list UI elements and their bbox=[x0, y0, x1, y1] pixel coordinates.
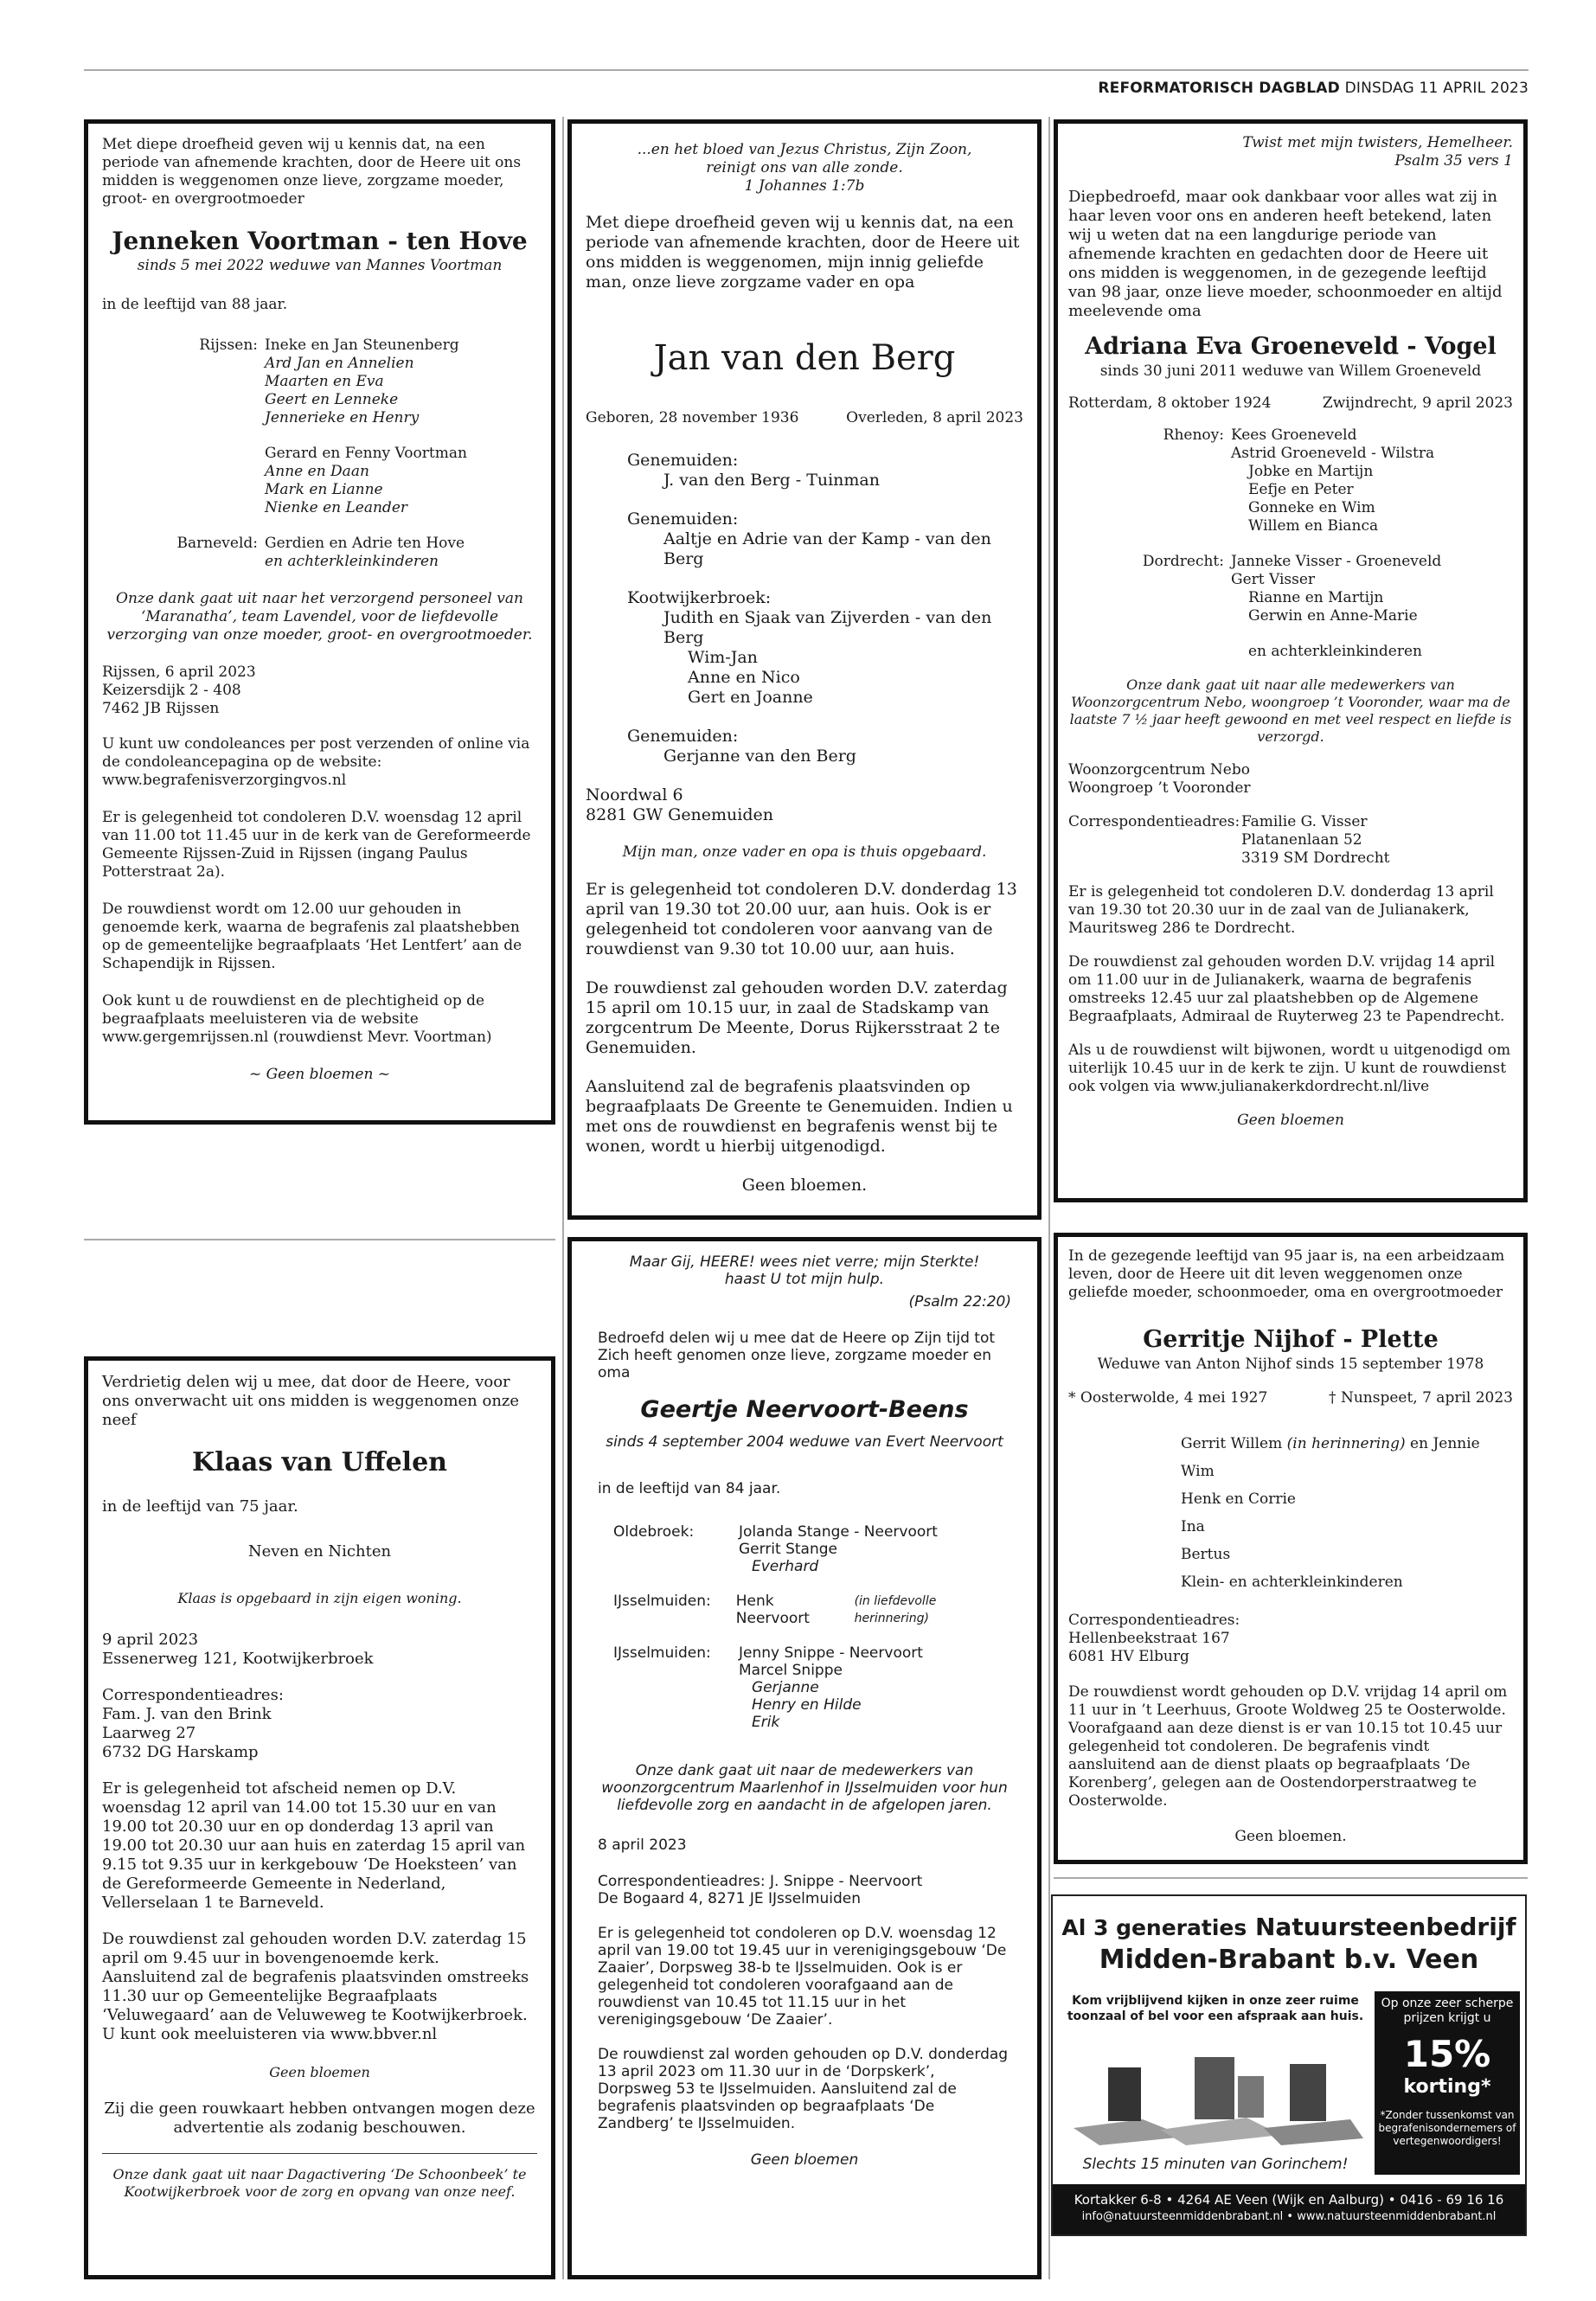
family-place: IJsselmuiden: bbox=[613, 1644, 711, 1662]
laid-out-line: Mijn man, onze vader en opa is thuis opgebaard. bbox=[622, 843, 987, 861]
column-divider bbox=[562, 117, 564, 2279]
thanks-text: Onze dank gaat uit naar het verzorgend personeel van ‘Maranatha’, team Lavendel, voor de liefdevolle verzorging van onze moeder, groot- en overgrootmoeder. bbox=[106, 590, 533, 644]
memory-note: (in herinnering) bbox=[1286, 1435, 1406, 1452]
family-member: Ina bbox=[1181, 1518, 1205, 1535]
address-line: 7462 JB Rijssen bbox=[102, 700, 220, 717]
no-card-text: Zij die geen rouwkaart hebben ontvangen mogen deze advertentie als zodanig beschouwen. bbox=[104, 2099, 535, 2137]
grandchildren-line: en achterkleinkinderen bbox=[265, 553, 439, 570]
service-text: De rouwdienst zal worden gehouden op D.V. donderdag 13 april 2023 om 11.30 uur in de ‘Dorpskerk’, Dorpsweg 53 te IJsselmuiden. Aansluitend zal de begrafenis plaatsvinden op begraafplaats ‘De Zandberg’ te IJsselmuiden. bbox=[598, 2046, 1009, 2132]
address-line: 6732 DG Harskamp bbox=[102, 1743, 259, 1761]
address-line: Fam. J. van den Brink bbox=[102, 1705, 272, 1723]
address-line: Essenerweg 121, Kootwijkerbroek bbox=[102, 1650, 374, 1668]
deceased-name: Jan van den Berg bbox=[653, 338, 956, 378]
notice-date: 9 april 2023 bbox=[102, 1631, 199, 1649]
ad-generations: Al 3 generaties bbox=[1061, 1915, 1247, 1940]
family-line: Neven en Nichten bbox=[247, 1542, 392, 1561]
location-line: Woongroep ’t Vooronder bbox=[1068, 779, 1251, 797]
family-member: Geert en Lenneke bbox=[265, 391, 399, 408]
family-place: Dordrecht: bbox=[1142, 553, 1224, 570]
notice-intro: Verdrietig delen wij u mee, dat door de Heere, voor ons onverwacht uit ons midden is weggenomen onze neef bbox=[102, 1373, 520, 1429]
flowers-line: Geen bloemen. bbox=[1234, 1828, 1347, 1845]
grandchildren-line: en achterkleinkinderen bbox=[1248, 643, 1422, 660]
verse-line: Maar Gij, HEERE! wees niet verre; mijn Sterkte! bbox=[629, 1253, 980, 1271]
correspondence-label: Correspondentieadres: bbox=[102, 1686, 284, 1704]
family-member: Astrid Groeneveld - Wilstra bbox=[1231, 445, 1435, 462]
discount-note: *Zonder tussenkomst van begrafenisondernemers of vertegenwoordigers! bbox=[1378, 2109, 1516, 2147]
age-line: in de leeftijd van 84 jaar. bbox=[598, 1480, 781, 1497]
family-member: Everhard bbox=[752, 1558, 819, 1575]
location-line: Woonzorgcentrum Nebo bbox=[1068, 761, 1250, 779]
family-member: Ineke en Jan Steunenberg bbox=[265, 336, 459, 354]
family-member: Anne en Nico bbox=[688, 668, 800, 687]
death-date: Overleden, 8 april 2023 bbox=[846, 409, 1023, 426]
notice-date: Rijssen, 6 april 2023 bbox=[102, 663, 256, 681]
family-member: Rianne en Martijn bbox=[1248, 589, 1384, 606]
correspondence-line: Correspondentieadres: J. Snippe - Neervoort bbox=[598, 1873, 923, 1890]
ad-company-name: Midden-Brabant b.v. Veen bbox=[1099, 1945, 1479, 1975]
widow-line: sinds 30 juni 2011 weduwe van Willem Groeneveld bbox=[1099, 362, 1482, 380]
age-line: in de leeftijd van 75 jaar. bbox=[102, 1497, 298, 1516]
advertisement-natuursteen bbox=[1051, 1894, 1527, 2236]
family-member: Gonneke en Wim bbox=[1248, 499, 1375, 516]
top-rule bbox=[84, 69, 1529, 71]
listen-text: Ook kunt u de rouwdienst en de plechtigheid op de begraafplaats meeluisteren via de website www.gergemrijssen.nl (rouwdienst Mevr. Voortman) bbox=[102, 992, 492, 1046]
address-line: Hellenbeekstraat 167 bbox=[1068, 1630, 1230, 1647]
address-line: 8281 GW Genemuiden bbox=[586, 805, 774, 824]
notice-date: 8 april 2023 bbox=[598, 1836, 687, 1854]
thanks-text: Onze dank gaat uit naar alle medewerkers van Woonzorgcentrum Nebo, woongroep ’t Vooronder, waar ma de laatste 7 ½ jaar heeft gewoond en met veel respect en liefde is verzorgd. bbox=[1069, 676, 1512, 745]
address-line: Laarweg 27 bbox=[102, 1724, 196, 1742]
notice-voortman bbox=[84, 119, 555, 1125]
burial-text: Aansluitend zal de begrafenis plaatsvinden omstreeks 11.30 uur op Gemeentelijke Begraafplaats ‘Veluwegaard’ aan de Veluweweg te Kootwijkerbroek. bbox=[102, 1968, 529, 2024]
family-member: Maarten en Eva bbox=[265, 373, 384, 390]
address-line: De Bogaard 4, 8271 JE IJsselmuiden bbox=[598, 1890, 861, 1907]
flowers-line: ~ Geen bloemen ~ bbox=[248, 1066, 391, 1083]
family-member: Henk en Corrie bbox=[1181, 1490, 1296, 1508]
deceased-name: Gerritje Nijhof - Plette bbox=[1143, 1326, 1439, 1353]
gravestones-image bbox=[1065, 2033, 1366, 2150]
family-member: Gerard en Fenny Voortman bbox=[265, 445, 467, 462]
notice-intro: Bedroefd delen wij u mee dat de Heere op Zijn tijd tot Zich heeft genomen onze lieve, zorgzame moeder en oma bbox=[598, 1330, 996, 1381]
flowers-line: Geen bloemen bbox=[1237, 1112, 1344, 1129]
flowers-line: Geen bloemen bbox=[750, 2151, 859, 2169]
verse-reference: (Psalm 22:20) bbox=[908, 1293, 1011, 1311]
correspondence-label: Correspondentieadres: bbox=[1068, 1612, 1240, 1629]
page-header bbox=[1098, 80, 1529, 97]
birth-date: Rotterdam, 8 oktober 1924 bbox=[1068, 394, 1272, 412]
flowers-line: Geen bloemen. bbox=[741, 1176, 868, 1195]
paper-date: DINSDAG 11 APRIL 2023 bbox=[1344, 80, 1529, 97]
address-line: Platanenlaan 52 bbox=[1241, 831, 1362, 849]
death-date: † Nunspeet, 7 april 2023 bbox=[1329, 1389, 1513, 1407]
verse-line: haast U tot mijn hulp. bbox=[724, 1271, 885, 1288]
flowers-line: Geen bloemen bbox=[269, 2064, 370, 2080]
deceased-name: Adriana Eva Groeneveld - Vogel bbox=[1085, 333, 1497, 360]
visit-text: Er is gelegenheid tot condoleren op D.V. woensdag 12 april van 19.00 tot 19.45 uur in verenigingsgebouw ‘De Zaaier’, Dorpsweg 38-b te IJsselmuiden. Ook is er gelegenheid tot condoleren voorafgaand aan de rouwdienst van 10.45 tot 11.15 uur in het verenigingsgebouw ‘De Zaaier’. bbox=[598, 1925, 1007, 2029]
family-member: Judith en Sjaak van Zijverden - van den Berg bbox=[663, 608, 992, 647]
age-line: in de leeftijd van 88 jaar. bbox=[102, 296, 288, 313]
family-place: Rijssen: bbox=[199, 336, 258, 354]
paper-name: REFORMATORISCH DAGBLAD bbox=[1098, 80, 1340, 97]
ad-company: Natuursteenbedrijf bbox=[1255, 1913, 1516, 1941]
service-text: De rouwdienst zal gehouden worden D.V. zaterdag 15 april om 9.45 uur in bovengenoemde kerk. bbox=[102, 1930, 527, 1967]
ad-slogan: Slechts 15 minuten van Gorinchem! bbox=[1082, 2156, 1349, 2173]
deceased-name: Jenneken Voortman - ten Hove bbox=[112, 227, 528, 255]
family-member: Gerwin en Anne-Marie bbox=[1248, 607, 1418, 625]
verse-line: reinigt ons van alle zonde. bbox=[706, 159, 903, 176]
address-line: Keizersdijk 2 - 408 bbox=[102, 682, 241, 699]
family-member: Willem en Bianca bbox=[1248, 517, 1379, 535]
ad-contact: info@natuursteenmiddenbrabant.nl • www.natuursteenmiddenbrabant.nl bbox=[1081, 2210, 1497, 2223]
notice-intro: In de gezegende leeftijd van 95 jaar is, na een arbeidzaam leven, door de Heere uit dit leven weggenomen onze geliefde moeder, schoonmoeder, oma en overgrootmoeder bbox=[1068, 1247, 1505, 1301]
listen-text: U kunt ook meeluisteren via www.bbver.nl bbox=[102, 2025, 438, 2043]
promo-line: prijzen krijgt u bbox=[1403, 2011, 1491, 2025]
thanks-text: Onze dank gaat uit naar Dagactivering ‘De Schoonbeek’ te Kootwijkerbroek voor de zorg en opvang van onze neef. bbox=[112, 2166, 527, 2200]
notice-intro: Met diepe droefheid geven wij u kennis dat, na een periode van afnemende krachten, door de Heere uit ons midden is weggenomen, mijn innig geliefde man, onze lieve zorgzame vader en opa bbox=[586, 213, 1020, 292]
family-member: Jolanda Stange - Neervoort bbox=[739, 1523, 938, 1541]
family-member: J. van den Berg - Tuinman bbox=[663, 471, 880, 490]
family-place: Kootwijkerbroek: bbox=[627, 588, 772, 607]
service-text: De rouwdienst zal gehouden worden D.V. zaterdag 15 april om 10.15 uur, in zaal de Stadskamp van zorgcentrum De Meente, Dorus Rijkersstraat 2 te Genemuiden. bbox=[586, 978, 1008, 1057]
visit-text: Er is gelegenheid tot condoleren D.V. donderdag 13 april van 19.30 tot 20.30 uur in de zaal van de Julianakerk, Mauritsweg 286 te Dordrecht. bbox=[1068, 883, 1494, 937]
ad-heading bbox=[1053, 1912, 1525, 1944]
ad-offer: Kom vrijblijvend kijken in onze zeer ruime bbox=[1072, 1994, 1359, 2008]
notice-van-den-berg bbox=[567, 119, 1042, 1220]
family-member: Gert Visser bbox=[1231, 571, 1316, 588]
discount-percent: 15% bbox=[1403, 2033, 1491, 2075]
notice-neervoort bbox=[567, 1237, 1042, 2279]
family-place: IJsselmuiden: bbox=[613, 1593, 711, 1610]
family-member: Henk Neervoort bbox=[735, 1593, 810, 1627]
family-member: Mark en Lianne bbox=[265, 481, 383, 498]
family-member: en Jennie bbox=[1410, 1435, 1480, 1452]
discount-panel bbox=[1375, 1991, 1520, 2175]
family-place: Rhenoy: bbox=[1163, 426, 1224, 444]
family-member: Gerjanne van den Berg bbox=[663, 747, 856, 766]
discount-label: korting* bbox=[1403, 2076, 1491, 2098]
family-member: Bertus bbox=[1181, 1546, 1231, 1563]
family-place: Genemuiden: bbox=[627, 451, 739, 470]
promo-line: Op onze zeer scherpe bbox=[1381, 1997, 1514, 2010]
birth-date: * Oosterwolde, 4 mei 1927 bbox=[1068, 1389, 1268, 1407]
address-line: 6081 HV Elburg bbox=[1068, 1648, 1189, 1665]
laid-out-line: Klaas is opgebaard in zijn eigen woning. bbox=[177, 1590, 462, 1606]
family-member: Marcel Snippe bbox=[739, 1662, 843, 1679]
family-member: Gerjanne bbox=[752, 1679, 819, 1696]
family-member: Kees Groeneveld bbox=[1231, 426, 1357, 444]
service-text: De rouwdienst wordt om 12.00 uur gehouden in genoemde kerk, waarna de begrafenis zal plaatshebben op de gemeentelijke begraafplaats ‘Het Lentfert’ aan de Schapendijk in Rijssen. bbox=[102, 901, 522, 972]
verse-reference: 1 Johannes 1:7b bbox=[744, 177, 865, 195]
family-member: Wim-Jan bbox=[688, 648, 758, 667]
death-date: Zwijndrecht, 9 april 2023 bbox=[1322, 394, 1513, 412]
family-place: Genemuiden: bbox=[627, 510, 739, 529]
address-line: Noordwal 6 bbox=[586, 785, 683, 804]
verse-reference: Psalm 35 vers 1 bbox=[1394, 152, 1513, 170]
verse-line: ...en het bloed van Jezus Christus, Zijn Zoon, bbox=[637, 141, 972, 158]
column-divider bbox=[1048, 117, 1050, 2279]
family-member: Janneke Visser - Groeneveld bbox=[1231, 553, 1442, 570]
notice-nijhof bbox=[1054, 1233, 1528, 1864]
family-member: Jobke en Martijn bbox=[1248, 463, 1374, 480]
condolence-text: U kunt uw condoleances per post verzenden of online via de condoleancepagina op de website: www.begrafenisverzorgingvos.nl bbox=[102, 735, 530, 789]
birth-date: Geboren, 28 november 1936 bbox=[586, 409, 799, 426]
correspondence-label: Correspondentieadres: bbox=[1068, 813, 1240, 830]
family-place: Barneveld: bbox=[176, 535, 258, 552]
service-text: De rouwdienst zal gehouden worden D.V. vrijdag 14 april om 11.00 uur in de Julianakerk, waarna de begrafenis omstreeks 12.45 uur zal plaatshebben op de Algemene Begraafplaats, Admiraal de Ruyterweg 23 te Papendrecht. bbox=[1068, 953, 1505, 1025]
memory-note: (in liefdevolle herinnering) bbox=[854, 1594, 937, 1625]
family-member: Henry en Hilde bbox=[752, 1696, 862, 1714]
deceased-name: Geertje Neervoort-Beens bbox=[640, 1396, 969, 1423]
family-member: Jenny Snippe - Neervoort bbox=[739, 1644, 923, 1662]
widow-line: Weduwe van Anton Nijhof sinds 15 september 1978 bbox=[1097, 1356, 1484, 1373]
family-member: Gerdien en Adrie ten Hove bbox=[265, 535, 465, 552]
verse-line: Twist met mijn twisters, Hemelheer. bbox=[1242, 134, 1513, 151]
row-divider bbox=[1054, 1877, 1528, 1879]
ad-address: Kortakker 6-8 • 4264 AE Veen (Wijk en Aalburg) • 0416 - 69 16 16 bbox=[1074, 2192, 1504, 2208]
family-member: Wim bbox=[1181, 1463, 1215, 1480]
family-place: Genemuiden: bbox=[627, 727, 739, 746]
deceased-name: Klaas van Uffelen bbox=[192, 1447, 447, 1477]
visit-text: Er is gelegenheid tot condoleren D.V. donderdag 13 april van 19.30 tot 20.00 uur, aan huis. Ook is er gelegenheid tot condoleren voor aanvang van de rouwdienst van 9.30 tot 10.00 uur, aan huis. bbox=[586, 880, 1017, 958]
notice-van-uffelen bbox=[84, 1356, 555, 2279]
row-divider bbox=[84, 1239, 555, 1240]
family-member: Gert en Joanne bbox=[688, 688, 813, 707]
divider bbox=[102, 2153, 537, 2154]
address-line: Familie G. Visser bbox=[1241, 813, 1368, 830]
family-member: Gerrit Stange bbox=[739, 1541, 838, 1558]
family-member: Eefje en Peter bbox=[1248, 481, 1354, 498]
notice-intro: Met diepe droefheid geven wij u kennis dat, na een periode van afnemende krachten, door de Heere uit ons midden is weggenomen onze lieve, zorgzame moeder, groot- en overgrootmoeder bbox=[102, 136, 522, 208]
notice-intro: Diepbedroefd, maar ook dankbaar voor alles wat zij in haar leven voor ons en anderen heeft betekend, laten wij u weten dat na een langdurige periode van afnemende krachten en gedachten door de Heere uit ons midden is weggenomen, in de gezegende leeftijd van 98 jaar, onze lieve moeder, schoonmoeder en altijd meelevende oma bbox=[1068, 188, 1503, 320]
attend-text: Als u de rouwdienst wilt bijwonen, wordt u uitgenodigd om uiterlijk 10.45 uur in de kerk te zijn. U kunt de rouwdienst ook volgen via www.julianakerkdordrecht.nl/live bbox=[1068, 1042, 1511, 1095]
family-member: Jennerieke en Henry bbox=[265, 409, 420, 426]
ad-offer: toonzaal of bel voor een afspraak aan huis. bbox=[1067, 2009, 1364, 2023]
visit-text: Er is gelegenheid tot condoleren D.V. woensdag 12 april van 11.00 tot 11.45 uur in de kerk van de Gereformeerde Gemeente Rijssen-Zuid in Rijssen (ingang Paulus Potterstraat 2a). bbox=[102, 809, 531, 881]
family-place: Oldebroek: bbox=[613, 1523, 695, 1541]
notice-groeneveld bbox=[1054, 119, 1528, 1202]
burial-text: Aansluitend zal de begrafenis plaatsvinden op begraafplaats De Greente te Genemuiden. Indien u met ons de rouwdienst en begrafenis wenst bij te wonen, wordt u hierbij uitgenodigd. bbox=[586, 1077, 1013, 1156]
widow-line: sinds 5 mei 2022 weduwe van Mannes Voortman bbox=[137, 257, 503, 274]
visit-text: Er is gelegenheid tot afscheid nemen op D.V. woensdag 12 april van 14.00 tot 15.30 uur en van 19.00 tot 20.30 uur en op donderdag 13 april van 19.00 tot 20.30 uur aan huis en zaterdag 15 april van 9.15 tot 9.35 uur in kerkgebouw ‘De Hoeksteen’ van de Gereformeerde Gemeente in Nederland, Vellerselaan 1 te Barneveld. bbox=[102, 1779, 526, 1912]
address-line: 3319 SM Dordrecht bbox=[1241, 849, 1390, 867]
family-member: Aaltje en Adrie van der Kamp - van den Berg bbox=[663, 529, 991, 568]
family-member: Nienke en Leander bbox=[265, 499, 408, 516]
family-member: Erik bbox=[752, 1714, 780, 1731]
thanks-text: Onze dank gaat uit naar de medewerkers van woonzorgcentrum Maarlenhof in IJsselmuiden voor hun liefdevolle zorg en aandacht in de afgelopen jaren. bbox=[601, 1762, 1008, 1814]
grandchildren-line: Klein- en achterkleinkinderen bbox=[1181, 1574, 1403, 1591]
service-text: De rouwdienst wordt gehouden op D.V. vrijdag 14 april om 11 uur in ’t Leerhuus, Groote Woldweg 25 te Oosterwolde. Voorafgaand aan deze dienst is er van 10.15 tot 10.45 uur gelegenheid tot condoleren. De begrafenis vindt aansluitend aan de dienst plaats op begraafplaats ‘De Korenberg’, gelegen aan de Oostendorperstraatweg te Oosterwolde. bbox=[1068, 1683, 1508, 1810]
family-member: Anne en Daan bbox=[265, 463, 369, 480]
family-member: Gerrit Willem bbox=[1181, 1435, 1283, 1452]
widow-line: sinds 4 september 2004 weduwe van Evert Neervoort bbox=[606, 1433, 1003, 1451]
family-member: Ard Jan en Annelien bbox=[265, 355, 414, 372]
